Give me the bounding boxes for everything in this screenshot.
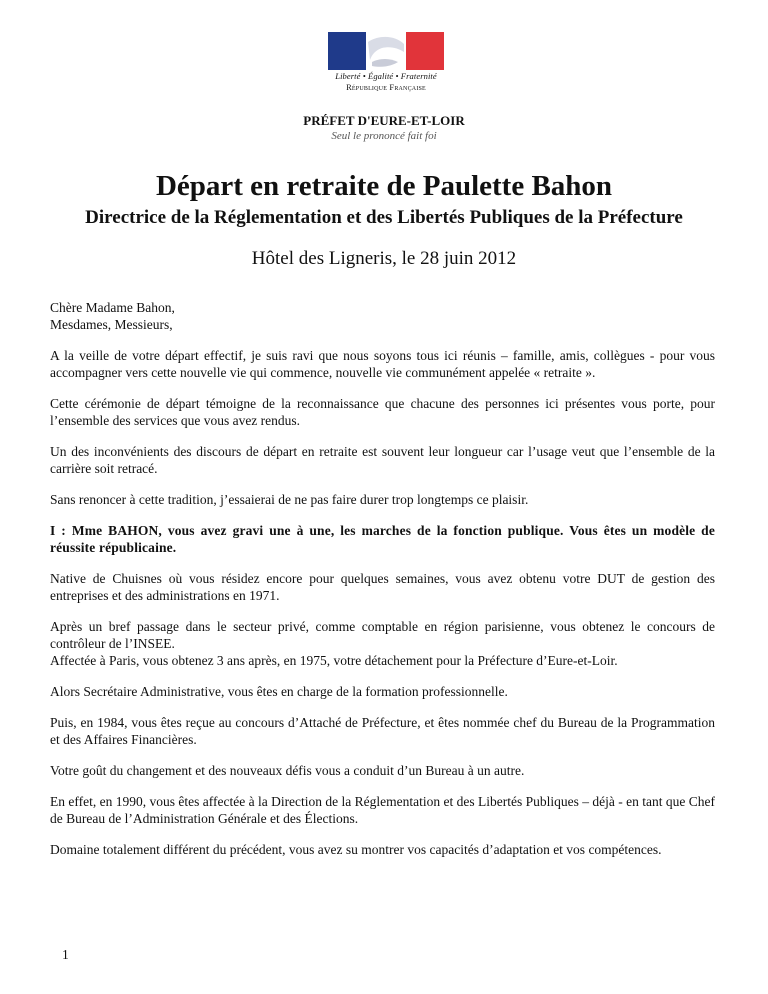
tagline: Seul le prononcé fait foi xyxy=(331,130,437,142)
paragraph-6a: Après un bref passage dans le secteur privé, comme comptable en région parisienne, vous obtenez le concours de contrôleur de l’INSEE. xyxy=(50,619,715,651)
marianne-icon xyxy=(328,32,444,70)
paragraph-5: Native de Chuisnes où vous résidez encore pour quelques semaines, vous avez obtenu votre DUT de gestion des entreprises et des administrations en 1971. xyxy=(50,571,715,603)
paragraph-3: Un des inconvénients des discours de départ en retraite est souvent leur longueur car l’usage veut que l’ensemble de la carrière soit retracé. xyxy=(50,444,715,476)
paragraph-11: Domaine totalement différent du précédent, vous avez su montrer vos capacités d’adaptation et vos compétences. xyxy=(50,842,662,857)
logo-motto: Liberté • Égalité • Fraternité xyxy=(335,71,437,81)
logo-republic: République Française xyxy=(346,82,426,92)
prefet-heading: PRÉFET D'EURE-ET-LOIR xyxy=(303,113,465,128)
marianne-logo xyxy=(328,32,444,92)
salutation-1: Chère Madame Bahon, xyxy=(50,300,175,315)
paragraph-7: Alors Secrétaire Administrative, vous êtes en charge de la formation professionnelle. xyxy=(50,684,508,699)
salutation-2: Mesdames, Messieurs, xyxy=(50,317,173,332)
speech-body xyxy=(50,299,715,872)
paragraph-4: Sans renoncer à cette tradition, j’essaierai de ne pas faire durer trop longtemps ce plaisir. xyxy=(50,492,529,507)
paragraph-8: Puis, en 1984, vous êtes reçue au concours d’Attaché de Préfecture, et êtes nommée chef du Bureau de la Programmation et des Affaires Financières. xyxy=(50,715,715,747)
section-heading-1: I : Mme BAHON, vous avez gravi une à une, les marches de la fonction publique. Vous êtes un modèle de réussite républicaine. xyxy=(50,523,715,555)
page-title: Départ en retraite de Paulette Bahon xyxy=(155,170,613,202)
page-subtitle: Directrice de la Réglementation et des Libertés Publiques de la Préfecture xyxy=(85,207,683,228)
place-date: Hôtel des Ligneris, le 28 juin 2012 xyxy=(251,248,517,269)
page-number: 1 xyxy=(62,947,69,962)
paragraph-9: Votre goût du changement et des nouveaux défis vous a conduit d’un Bureau à un autre. xyxy=(50,763,525,778)
paragraph-2: Cette cérémonie de départ témoigne de la reconnaissance que chacune des personnes ici présentes vous porte, pour l’ensemble des services que vous avez rendus. xyxy=(50,396,715,428)
paragraph-6b: Affectée à Paris, vous obtenez 3 ans après, en 1975, votre détachement pour la Préfecture d’Eure-et-Loir. xyxy=(50,653,618,668)
paragraph-10: En effet, en 1990, vous êtes affectée à la Direction de la Réglementation et des Libertés Publiques – déjà - en tant que Chef de Bureau de l’Administration Générale et des Élections. xyxy=(50,794,715,826)
paragraph-1: A la veille de votre départ effectif, je suis ravi que nous soyons tous ici réunis – famille, amis, collègues - pour vous accompagner vers cette nouvelle vie qui commence, nouvelle vie communément appelée « retraite ». xyxy=(50,348,715,380)
